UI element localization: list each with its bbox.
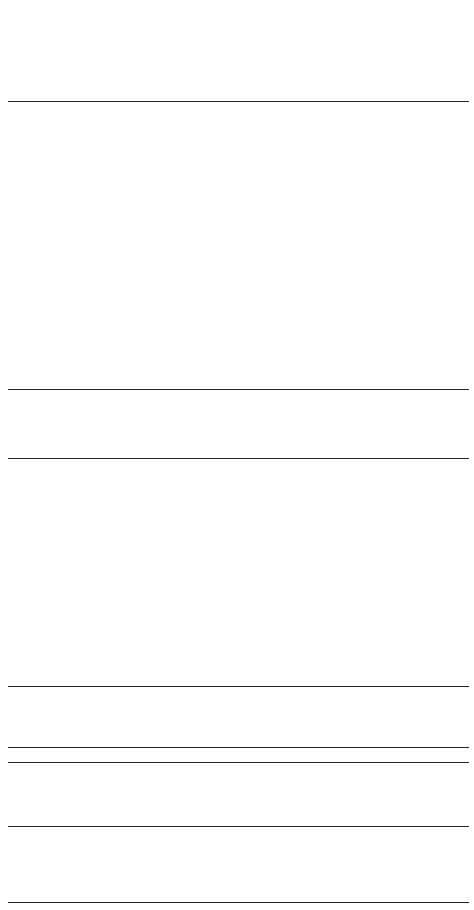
s2-rule-top bbox=[8, 101, 469, 102]
s2-rule-bottom bbox=[8, 389, 469, 390]
s3b-rule-bottom bbox=[8, 762, 469, 763]
s4-rule-bottom bbox=[8, 902, 469, 903]
s4-rule-top bbox=[8, 826, 469, 827]
s3a-rule-top bbox=[8, 458, 469, 459]
s3b-rule-top bbox=[8, 747, 469, 748]
s3a-rule-bottom bbox=[8, 686, 469, 687]
